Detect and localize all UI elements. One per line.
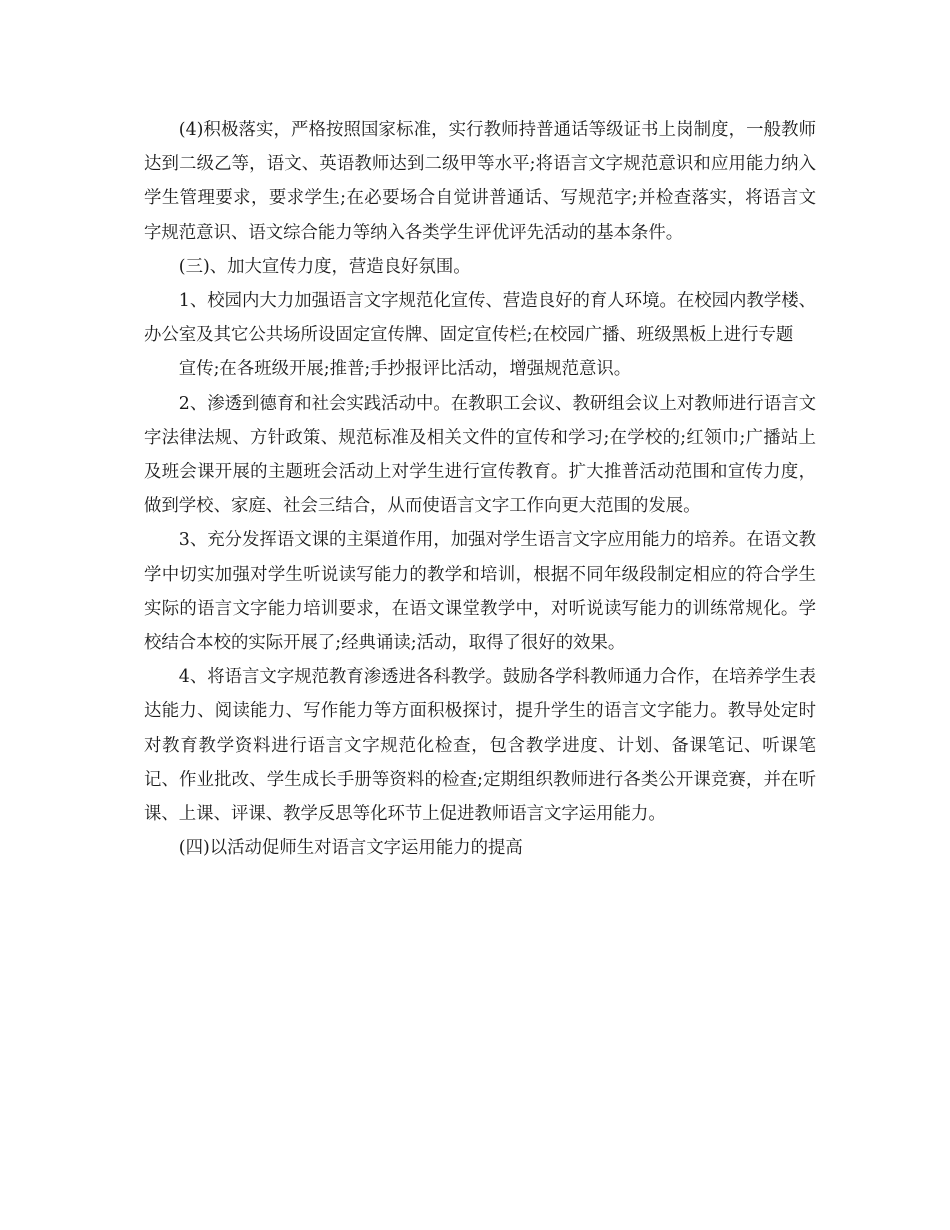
- paragraph-campus-publicity: 1、校园内大力加强语言文字规范化宣传、营造良好的育人环境。在校园内教学楼、办公室及其它公共场所设固定宣传牌、固定宣传栏;在校园广播、班级黑板上进行专题: [144, 291, 816, 346]
- paragraph-subject-teaching: 4、将语言文字规范教育渗透进各科教学。鼓励各学科教师通力合作，在培养学生表达能力、阅读能力、写作能力等方面积极探讨，提升学生的语言文字能力。教导处定时对教育教学资料进行语言文字规范化检查，包含教学进度、计划、备课笔记、听课笔记、作业批改、学生成长手册等资料的检查;定期组织教师进行各类公开课竞赛，并在听课、上课、评课、教学反思等化环节上促进教师语言文字运用能力。: [144, 667, 816, 825]
- paragraph-publicity-continued: 宣传;在各班级开展;推普;手抄报评比活动，增强规范意识。: [178, 359, 632, 380]
- document-body: [144, 113, 816, 865]
- paragraph-implementation-standards: (4)积极落实，严格按照国家标准，实行教师持普通话等级证书上岗制度，一般教师达到二级乙等，语文、英语教师达到二级甲等水平;将语言文字规范意识和应用能力纳入学生管理要求，要求学生;在必要场合自觉讲普通话、写规范字;并检查落实，将语言文字规范意识、语文综合能力等纳入各类学生评优评先活动的基本条件。: [144, 120, 816, 243]
- paragraph-chinese-class: 3、充分发挥语文课的主渠道作用，加强对学生语言文字应用能力的培养。在语文教学中切实加强对学生听说读写能力的教学和培训，根据不同年级段制定相应的符合学生实际的语言文字能力培训要求，在语文课堂教学中，对听说读写能力的训练常规化。学校结合本校的实际开展了;经典诵读;活动，取得了很好的效果。: [144, 530, 816, 654]
- section-heading-publicity: (三)、加大宣传力度，营造良好氛围。: [178, 256, 471, 277]
- section-heading-activities: (四)以活动促师生对语言文字运用能力的提高: [178, 838, 523, 859]
- paragraph-moral-education: 2、渗透到德育和社会实践活动中。在教职工会议、教研组会议上对教师进行语言文字法律法规、方针政策、规范标准及相关文件的宣传和学习;在学校的;红领巾;广播站上及班会课开展的主题班会活动上对学生进行宣传教育。扩大推普活动范围和宣传力度，做到学校、家庭、社会三结合，从而使语言文字工作向更大范围的发展。: [144, 393, 816, 517]
